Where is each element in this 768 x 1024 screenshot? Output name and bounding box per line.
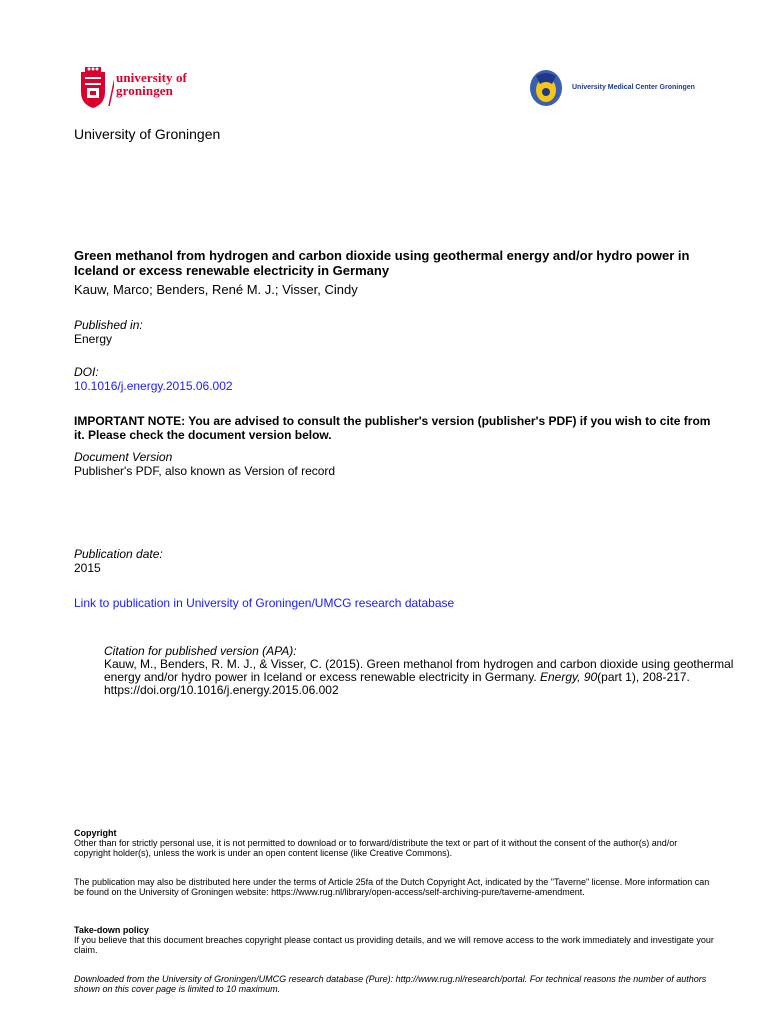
citation-text (104, 658, 734, 697)
rug-crest-icon (78, 66, 114, 110)
publication-date-value: 2015 (74, 561, 101, 575)
rug-logo-line2: groningen (116, 83, 174, 98)
copyright-heading: Copyright (74, 828, 117, 838)
takedown-heading: Take-down policy (74, 925, 149, 935)
umcg-logo-text: University Medical Center Groningen (572, 84, 695, 91)
takedown-section (74, 925, 714, 955)
taverne-text: The publication may also be distributed here under the terms of Article 25fa of the Dutch Copyright Act, indicated by the "Taverne" license. More information can be found on the University of Groningen website: https://www.rug.nl/library/open-access/self-archiving-pure/taverne-amendment. (74, 877, 710, 897)
document-version-value: Publisher's PDF, also known as Version of record (74, 464, 336, 478)
doi-block (74, 365, 233, 393)
important-note: IMPORTANT NOTE: You are advised to consult the publisher's version (publisher's PDF) if you wish to cite from it. Please check the document version below. (74, 414, 711, 442)
published-in (74, 318, 143, 346)
citation-separator: , (577, 670, 584, 684)
citation-volume: 90 (583, 670, 598, 684)
footer-note: Downloaded from the University of Groningen/UMCG research database (Pure): http://www.rug.nl/research/portal. For technical reasons the number of authors shown on this cover page is limited to 10 maximum. (74, 974, 707, 994)
document-version (74, 450, 335, 478)
copyright-section (74, 828, 714, 858)
citation-label: Citation for published version (APA): (104, 644, 297, 658)
publication-date-label: Publication date: (74, 547, 163, 561)
umcg-emblem-icon (526, 66, 568, 110)
published-in-label: Published in: (74, 318, 143, 332)
publication-title: Green methanol from hydrogen and carbon dioxide using geothermal energy and/or hydro power in Iceland or excess renewable electricity in Germany (74, 248, 690, 278)
document-version-label: Document Version (74, 450, 173, 464)
doi-link[interactable]: 10.1016/j.energy.2015.06.002 (74, 379, 233, 393)
institution-name: University of Groningen (74, 126, 221, 142)
citation (104, 645, 734, 697)
citation-part3: (part 1), 208-217. https://doi.org/10.1016/j.energy.2015.06.002 (104, 670, 690, 697)
umcg-logo (526, 66, 706, 112)
rug-logo-line1: university of (116, 70, 187, 85)
database-link[interactable]: Link to publication in University of Groningen/UMCG research database (74, 596, 455, 610)
doi-label: DOI: (74, 365, 99, 379)
authors: Kauw, Marco; Benders, René M. J.; Visser, Cindy (74, 282, 358, 297)
citation-part1: Kauw, M., Benders, R. M. J., & Visser, C. (2015). Green methanol from hydrogen and carbon dioxide using geothermal energy and/or hydro power in Iceland or excess renewable electricity in Germany. (104, 657, 734, 684)
publication-date (74, 547, 163, 575)
citation-journal: Energy (540, 670, 578, 684)
published-in-value: Energy (74, 332, 113, 346)
takedown-text: If you believe that this document breaches copyright please contact us providing details, and we will remove access to the work immediately and investigate your claim. (74, 935, 714, 955)
copyright-text: Other than for strictly personal use, it is not permitted to download or to forward/distribute the text or part of it without the consent of the author(s) and/or copyright holder(s), unless the work is under an open content license (like Creative Commons). (74, 838, 678, 858)
university-of-groningen-logo (78, 66, 238, 110)
